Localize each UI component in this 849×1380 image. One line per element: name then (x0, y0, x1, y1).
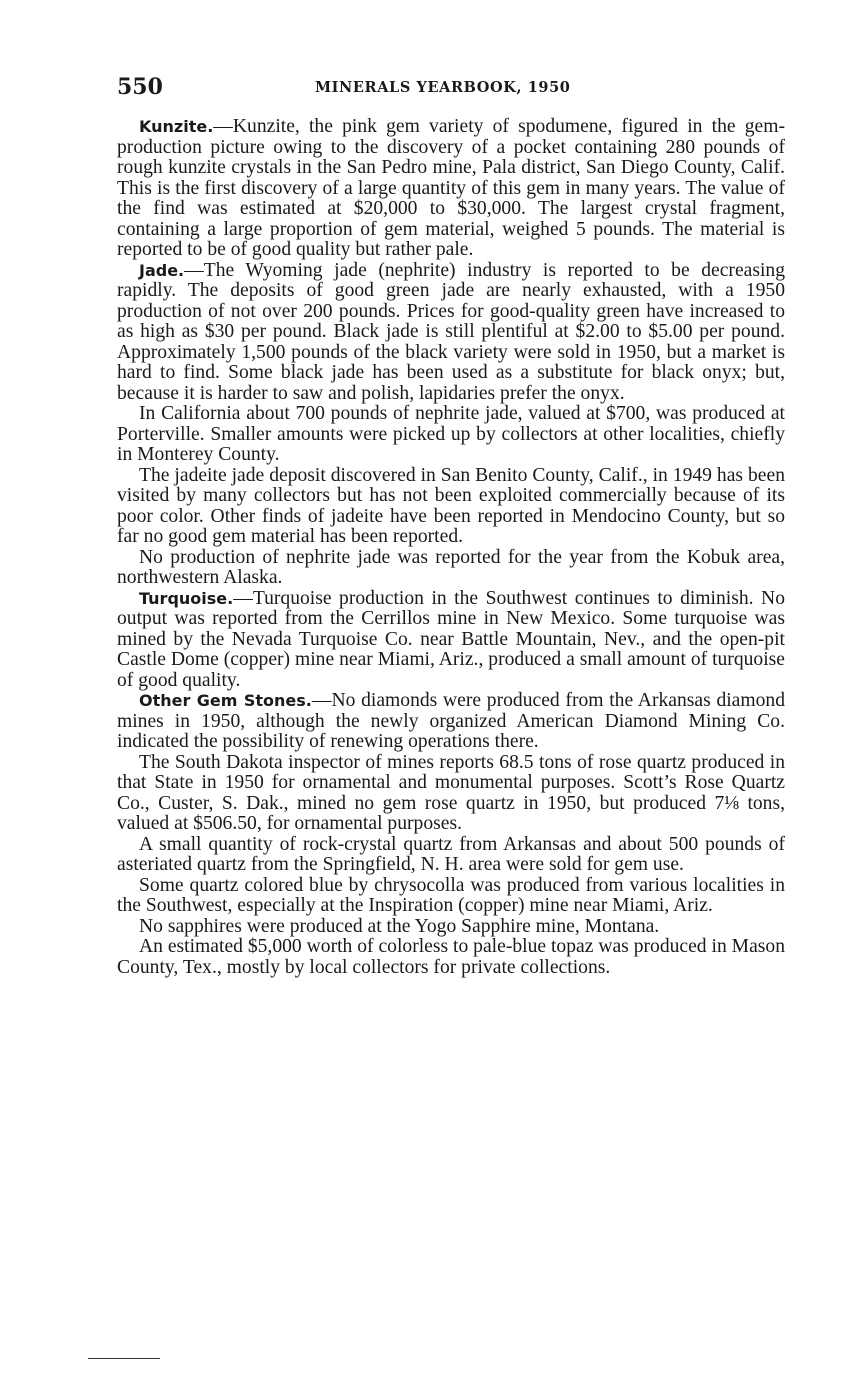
page-header (117, 74, 785, 102)
paragraph-kunzite (117, 117, 785, 261)
paragraph-text: —The Wyoming jade (nephrite) industry is reported to be decreasing rapidly. The deposits of good green jade are nearly exhausted, with a 1950 production of not over 200 pounds. Prices for good-quality green have increased to as high as $30 per pound. Black jade is still plentiful at $2.00 to $5.00 per pound. Approximately 1,500 pounds of the black variety were sold in 1950, but a market is hard to find. Some black jade has been used as a substitute for black onyx; but, because it is harder to saw and polish, lapidaries prefer the onyx. (117, 259, 785, 404)
paragraph-text: The South Dakota inspector of mines reports 68.5 tons of rose quartz produced in that State in 1950 for ornamental and monumental purposes. Scott’s Rose Quartz Co., Custer, S. Dak., mined no gem rose quartz in 1950, but produced 7⅛ tons, valued at $506.50, for ornamental purposes. (117, 751, 785, 834)
paragraph-kobuk (117, 548, 785, 589)
section-lead-other-gem-stones: Other Gem Stones. (139, 691, 312, 710)
paragraph-text: Some quartz colored blue by chrysocolla was produced from various localities in the Southwest, especially at the Inspiration (copper) mine near Miami, Ariz. (117, 874, 785, 916)
paragraph-california-nephrite (117, 404, 785, 466)
paragraph-text: A small quantity of rock-crystal quartz from Arkansas and about 500 pounds of asteriated quartz from the Springfield, N. H. area were sold for gem use. (117, 833, 785, 875)
paragraph-text: No sapphires were produced at the Yogo Sapphire mine, Montana. (139, 915, 660, 937)
page-number: 550 (117, 74, 163, 100)
paragraph-text: —No diamonds were produced from the Arkansas diamond mines in 1950, although the newly organized American Diamond Mining Co. indicated the possibility of renewing operations there. (117, 690, 786, 752)
body-text (117, 117, 785, 978)
paragraph-sapphires (117, 917, 785, 938)
paragraph-jade (117, 261, 785, 405)
paragraph-turquoise (117, 589, 785, 692)
paragraph-text: —Kunzite, the pink gem variety of spodumene, figured in the gem-production picture owing to the discovery of a pocket containing 280 pounds of rough kunzite crystals in the San Pedro mine, Pala district, San Diego County, Calif. This is the first discovery of a large quantity of this gem in many years. The value of the find was estimated at $20,000 to $30,000. The largest crystal fragment, containing a large proportion of gem material, weighed 5 pounds. The material is reported to be of good quality but rather pale. (117, 116, 785, 260)
paragraph-text: The jadeite jade deposit discovered in San Benito County, Calif., in 1949 has been visited by many collectors but has not been exploited commercially because of its poor color. Other finds of jadeite have been reported in Mendocino County, but so far no good gem material has been reported. (117, 464, 785, 547)
paragraph-jadeite-deposit (117, 466, 785, 548)
paragraph-text: An estimated $5,000 worth of colorless to pale-blue topaz was produced in Mason County, Tex., mostly by local collectors for private collections. (117, 936, 785, 978)
section-lead-turquoise: Turquoise. (139, 588, 234, 608)
paragraph-rose-quartz (117, 753, 785, 835)
running-title: MINERALS YEARBOOK, 1950 (315, 79, 571, 96)
section-lead-jade: Jade. (139, 260, 185, 280)
paragraph-text: No production of nephrite jade was reported for the year from the Kobuk area, northwestern Alaska. (117, 546, 785, 588)
paragraph-rock-crystal (117, 835, 785, 876)
section-lead-kunzite: Kunzite. (139, 117, 214, 136)
paragraph-topaz (117, 937, 785, 978)
footnote-rule (88, 1358, 160, 1359)
paragraph-other-gem-stones (117, 691, 785, 753)
paragraph-chrysocolla (117, 876, 785, 917)
paragraph-text: —Turquoise production in the Southwest continues to diminish. No output was reported from the Cerrillos mine in New Mexico. Some turquoise was mined by the Nevada Turquoise Co. near Battle Mountain, Nev., and the open-pit Castle Dome (copper) mine near Miami, Ariz., produced a small amount of turquoise of good quality. (117, 587, 785, 691)
paragraph-text: In California about 700 pounds of nephrite jade, valued at $700, was produced at Porterville. Smaller amounts were picked up by collectors at other localities, chiefly in Monterey County. (117, 403, 785, 465)
